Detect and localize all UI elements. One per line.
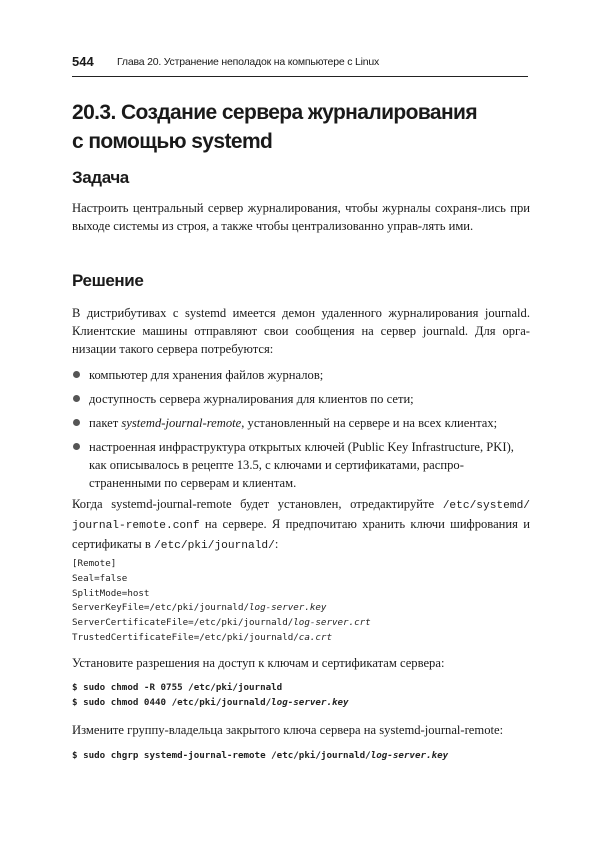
config-code-block [72,557,371,646]
list-item-text: пакет [89,416,122,430]
bullet-icon [73,443,80,450]
running-header [72,54,528,74]
text-run: Когда systemd-journal-remote будет установлен, отредактируйте [72,497,443,511]
code-text: $ sudo chmod 0440 /etc/pki/journald/ [72,696,272,708]
bullet-icon [73,395,80,402]
text-run: на сервере. Я предпочитаю хранить ключи шифрования и сертификаты в [72,517,530,551]
chapter-title: Глава 20. Устранение неполадок на компьютере с Linux [117,56,380,68]
code-line [72,601,371,616]
text-run: : [274,537,279,551]
config-instruction [72,495,530,555]
bullet-icon [73,371,80,378]
list-item [72,390,530,408]
section-title-line1: 20.3. Создание сервера журналирования [72,101,477,124]
code-line: $ sudo chmod -R 0755 /etc/pki/journald [72,682,283,693]
package-name: systemd-journal-remote [121,416,242,430]
code-text: $ sudo chgrp systemd-journal-remote /etc/pki/journald/ [72,750,371,761]
group-paragraph: Измените группу-владельца закрытого ключа сервера на systemd-journal-remote: [72,723,504,737]
code-filename: ca.crt [298,631,332,643]
permissions-paragraph: Установите разрешения на доступ к ключам и сертификатам сервера: [72,656,445,670]
section-title [72,98,532,156]
list-item-text: настроенная инфраструктура открытых ключей (Public Key Infrastructure, PKI), как описывалось в рецепте 13.5, с ключами и сертификатами, распро-страненными по серверам и клиентам. [89,440,514,490]
page-number: 544 [72,54,94,69]
list-item [72,414,530,432]
code-line [72,631,371,646]
code-filename: log-server.key [370,750,449,761]
list-item-text: компьютер для хранения файлов журналов; [89,368,324,382]
chgrp-code-block [72,749,448,764]
code-line: SplitMode=host [72,587,150,599]
header-rule [72,76,528,77]
list-item-text: доступность сервера журналирования для клиентов по сети; [89,392,414,406]
code-text: TrustedCertificateFile=/etc/pki/journald/ [72,631,299,643]
code-text: ServerKeyFile=/etc/pki/journald/ [72,602,250,614]
solution-intro: В дистрибутивах с systemd имеется демон удаленного журналирования journald. Клиентские машины отправляют свои сообщения на сервер journald. Для орга-низации такого сервера потребуются: [72,306,530,356]
requirements-list [72,366,530,498]
task-paragraph: Настроить центральный сервер журналирования, чтобы журналы сохраня-лись при выходе системы из строя, а также чтобы централизованно управ-лять ими. [72,201,530,233]
code-line [72,616,371,631]
list-item [72,438,530,492]
code-line: Seal=false [72,572,128,584]
bullet-icon [73,419,80,426]
keys-path: /etc/pki/journald/ [154,540,275,552]
code-line [72,749,448,764]
chmod-code-block [72,681,349,711]
config-path: /etc/systemd/ journal-remote.conf [72,500,530,532]
code-filename: log-server.key [271,696,349,708]
code-filename: log-server.crt [293,617,371,629]
code-line: [Remote] [72,558,117,569]
list-item [72,366,530,384]
code-text: ServerCertificateFile=/etc/pki/journald/ [72,617,294,629]
list-item-text: , установленный на сервере и на всех клиентах; [241,416,498,430]
section-title-line2: с помощью systemd [72,130,273,153]
solution-heading: Решение [72,271,144,290]
code-line [72,696,349,711]
code-filename: log-server.key [249,602,327,614]
task-heading: Задача [72,168,129,187]
